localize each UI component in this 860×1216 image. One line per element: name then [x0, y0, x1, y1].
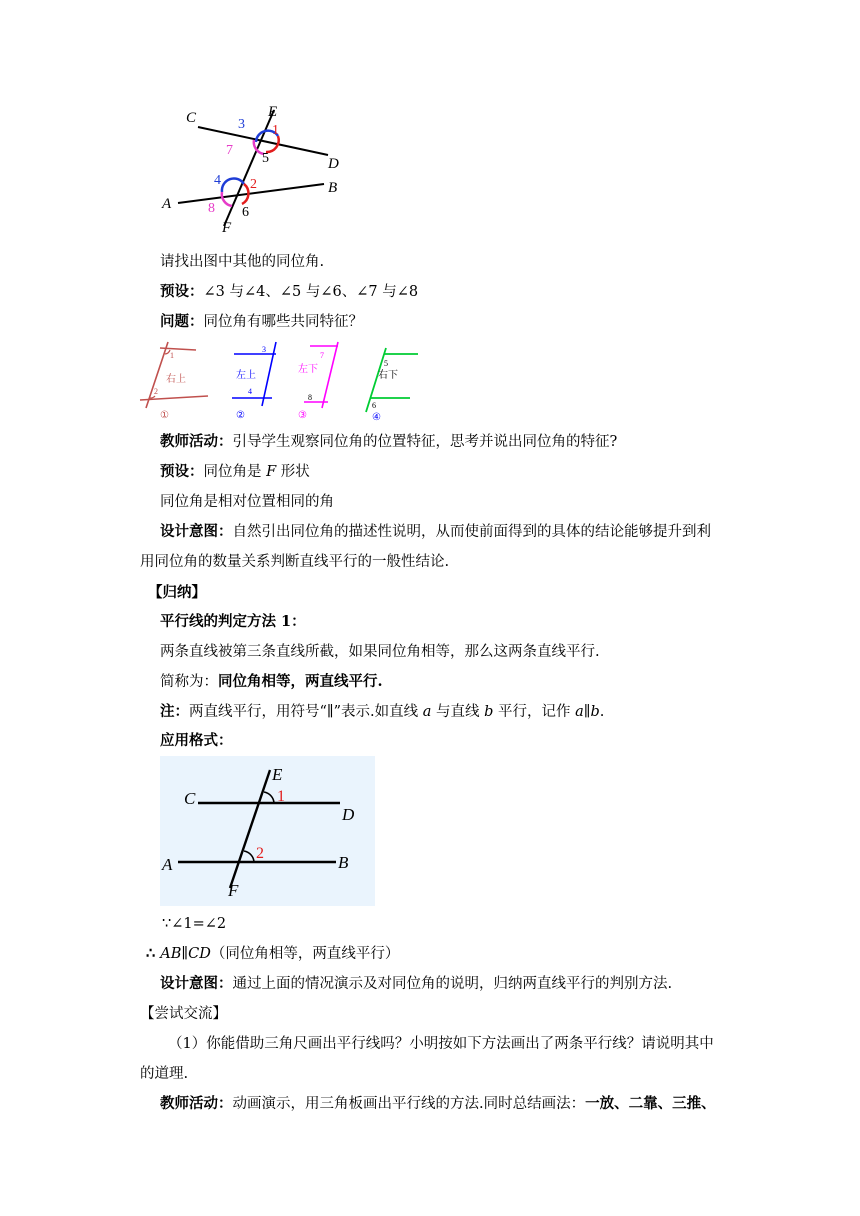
shape-2-num2: 4 — [248, 387, 252, 396]
therefore-ab: AB∥CD — [160, 946, 211, 962]
summary-heading: 【归纳】 — [148, 584, 206, 601]
shape-3-tag: 左下 — [298, 364, 318, 375]
question-1-line2: 的道理. — [140, 1066, 189, 1082]
note-b: b — [484, 704, 494, 720]
teacher-activity-1 — [160, 432, 617, 452]
teacher-1-body: 引导学生观察同位角的位置特征，思考并说出同位角的特征? — [232, 434, 618, 450]
note-ab: a∥b — [575, 704, 600, 720]
shape-1-num2: 2 — [154, 387, 158, 396]
preset-1-body: ∠3 与∠4、∠5 与∠6、∠7 与∠8 — [203, 284, 419, 300]
shape-2-tag: 左上 — [236, 370, 256, 381]
label-f: F — [222, 220, 232, 236]
label-f-3: F — [228, 881, 239, 900]
question-1-line1: （1）你能借助三角尺画出平行线吗？小明按如下方法画出了两条平行线？请说明其中 — [168, 1036, 714, 1052]
therefore-line — [146, 944, 399, 964]
short-body: 同位角相等，两直线平行. — [218, 673, 383, 690]
teacher-2-label: 教师活动： — [160, 1095, 233, 1112]
shape-3-mark: ③ — [298, 410, 307, 421]
label-d-3: D — [342, 805, 355, 824]
figure-four-shapes — [138, 338, 428, 426]
label-b: B — [328, 180, 338, 196]
teacher-activity-2 — [160, 1094, 716, 1114]
preset-2 — [160, 462, 310, 482]
preset-2-f: F — [266, 464, 277, 480]
design-1-body-a: 自然引出同位角的描述性说明，从而使前面得到的具体的结论能够提升到利 — [232, 524, 711, 540]
shape-4-num: 5 — [384, 359, 388, 368]
label-e-3: E — [272, 765, 283, 784]
label-a-3: A — [162, 855, 173, 874]
therefore-symbol: ∴ — [146, 945, 161, 962]
shape-2-num: 3 — [262, 345, 266, 354]
angle-2-label-3: 2 — [256, 845, 264, 862]
angle-2-label: 2 — [250, 177, 257, 192]
figure-corresponding-angles — [158, 100, 358, 238]
teacher-2-body: 动画演示，用三角板画出平行线的方法.同时总结画法： — [232, 1096, 586, 1112]
note-body-c: 平行，记作 — [493, 704, 576, 720]
note-body-a: 两直线平行，用符号“∥”表示.如直线 — [189, 704, 423, 720]
angle-7-label: 7 — [226, 143, 233, 158]
try-heading: 【尝试交流】 — [140, 1006, 227, 1022]
teacher-1-label: 教师活动： — [160, 433, 233, 450]
text-find-others: 请找出图中其他的同位角. — [160, 254, 325, 270]
design-1-body-b: 用同位角的数量关系判断直线平行的一般性结论. — [140, 554, 450, 570]
note — [160, 702, 604, 722]
question-body: 同位角有哪些共同特征？ — [203, 314, 363, 330]
short-name — [160, 672, 383, 692]
angle-4-label: 4 — [214, 173, 221, 188]
design-intent-2 — [160, 974, 672, 994]
method-1-title: 平行线的判定方法 1： — [160, 613, 306, 630]
angle-1-label: 1 — [272, 123, 279, 138]
preset-2-label: 预设： — [160, 463, 204, 480]
shape-2-mark: ② — [236, 410, 245, 421]
question — [160, 312, 363, 332]
shape-4-mark: ④ — [372, 412, 381, 423]
angle-8-label: 8 — [208, 201, 215, 216]
label-a: A — [162, 196, 172, 212]
shape-3 — [298, 342, 338, 421]
label-d: D — [328, 156, 339, 172]
format-label: 应用格式： — [160, 732, 233, 749]
arc-8 — [222, 192, 232, 206]
method-1-body: 两条直线被第三条直线所截，如果同位角相等，那么这两条直线平行. — [160, 644, 600, 660]
shape-4 — [366, 348, 418, 423]
angle-6-label: 6 — [242, 205, 249, 220]
note-body-b: 与直线 — [431, 704, 485, 720]
shape-1-tag: 右上 — [166, 374, 186, 385]
shape-1 — [140, 342, 208, 421]
label-c: C — [186, 110, 197, 126]
line-ef — [224, 110, 274, 226]
note-end: . — [599, 704, 605, 720]
shape-1-mark: ① — [160, 410, 169, 421]
preset-2-line2: 同位角是相对位置相同的角 — [160, 494, 334, 510]
preset-2-body-a: 同位角是 — [203, 464, 267, 480]
design-1-label: 设计意图： — [160, 523, 233, 540]
shape-1-num: 1 — [170, 351, 174, 360]
short-label: 简称为： — [160, 674, 218, 690]
note-label: 注： — [160, 703, 189, 720]
design-2-label: 设计意图： — [160, 975, 233, 992]
label-b-3: B — [338, 853, 349, 872]
label-c-3: C — [184, 789, 196, 808]
shape-4-num2: 6 — [372, 401, 376, 410]
note-a: a — [422, 704, 432, 720]
shape-4-tag: 右下 — [378, 370, 398, 381]
preset-2-body-b: 形状 — [276, 464, 310, 480]
preset-1 — [160, 282, 418, 302]
angle-5-label: 5 — [262, 151, 269, 166]
question-label: 问题： — [160, 313, 204, 330]
shape-2 — [232, 342, 276, 421]
shape-3-num: 7 — [320, 351, 324, 360]
angle-3-label: 3 — [238, 117, 245, 132]
design-intent-1 — [160, 522, 711, 542]
teacher-2-bold: 一放、二靠、三推、 — [585, 1095, 716, 1112]
label-e: E — [268, 104, 278, 120]
because-line: ∵∠1=∠2 — [162, 916, 227, 932]
shape-3-num2: 8 — [308, 393, 312, 402]
design-2-body: 通过上面的情况演示及对同位角的说明，归纳两直线平行的判别方法. — [232, 976, 673, 992]
angle-1-label-3: 1 — [277, 788, 285, 805]
preset-1-label: 预设： — [160, 283, 204, 300]
figure-application-format — [160, 756, 375, 906]
therefore-reason: （同位角相等，两直线平行） — [210, 946, 400, 962]
